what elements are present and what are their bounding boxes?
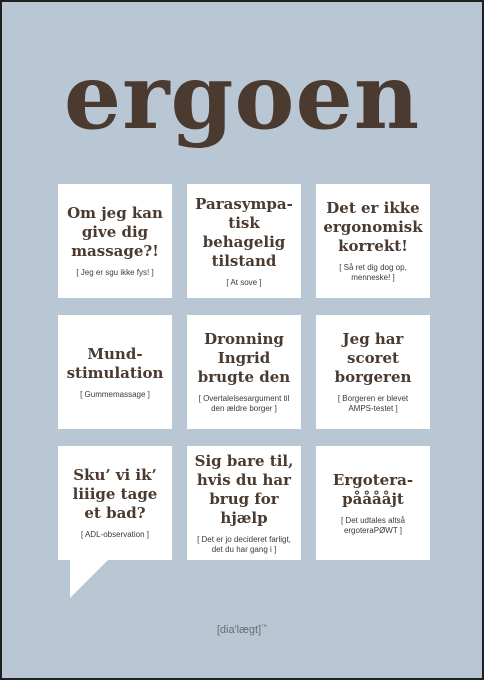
card-headline: Parasympa- tisk behagelig tilstand	[195, 194, 293, 270]
trademark-symbol: ™	[261, 624, 268, 631]
card-5	[187, 315, 301, 429]
card-9	[316, 446, 430, 560]
card-subtitle: [ Gummemassage ]	[80, 389, 150, 399]
card-6	[316, 315, 430, 429]
card-4	[58, 315, 172, 429]
card-subtitle: [ Det udtales altså ergoteraPØWT ]	[340, 515, 406, 535]
card-subtitle: [ ADL-observation ]	[80, 530, 150, 539]
card-headline: Om jeg kan give dig massage?!	[67, 204, 163, 260]
card-7	[58, 446, 172, 560]
card-8	[187, 446, 301, 560]
card-3	[316, 184, 430, 298]
card-subtitle: [ Det er jo decideret farligt, det du har gang i ]	[197, 534, 291, 554]
card-subtitle: [ Borgeren er blevet AMPS-testet ]	[337, 394, 409, 413]
card-subtitle: [ Overtalelsesargument til den ældre borger ]	[198, 394, 290, 413]
card-subtitle: [ Jeg er sgu ikke fys! ]	[76, 268, 154, 277]
card-1	[58, 184, 172, 298]
card-headline: Det er ikke ergonomisk korrekt!	[323, 199, 423, 255]
brand-logo	[2, 624, 482, 636]
card-headline: Sig bare til, hvis du har brug for hjælp	[194, 451, 294, 527]
speech-bubble-tail	[70, 558, 110, 598]
card-subtitle: [ Så ret dig dog op, menneske! ]	[339, 263, 407, 282]
brand-logo-text: [dia'lægt]	[216, 624, 262, 636]
card-headline: Mund- stimulation	[66, 344, 164, 382]
card-headline: Jeg har scoret borgeren	[334, 330, 412, 386]
card-subtitle: [ At sove ]	[226, 277, 262, 287]
card-2	[187, 184, 301, 298]
card-headline: Dronning Ingrid brugte den	[197, 330, 291, 386]
card-headline: Ergotera- pååååjt	[332, 470, 414, 508]
poster-title: ergoen	[63, 44, 421, 150]
card-headline: Sku’ vi ik’ liiige tage et bad?	[72, 466, 158, 522]
